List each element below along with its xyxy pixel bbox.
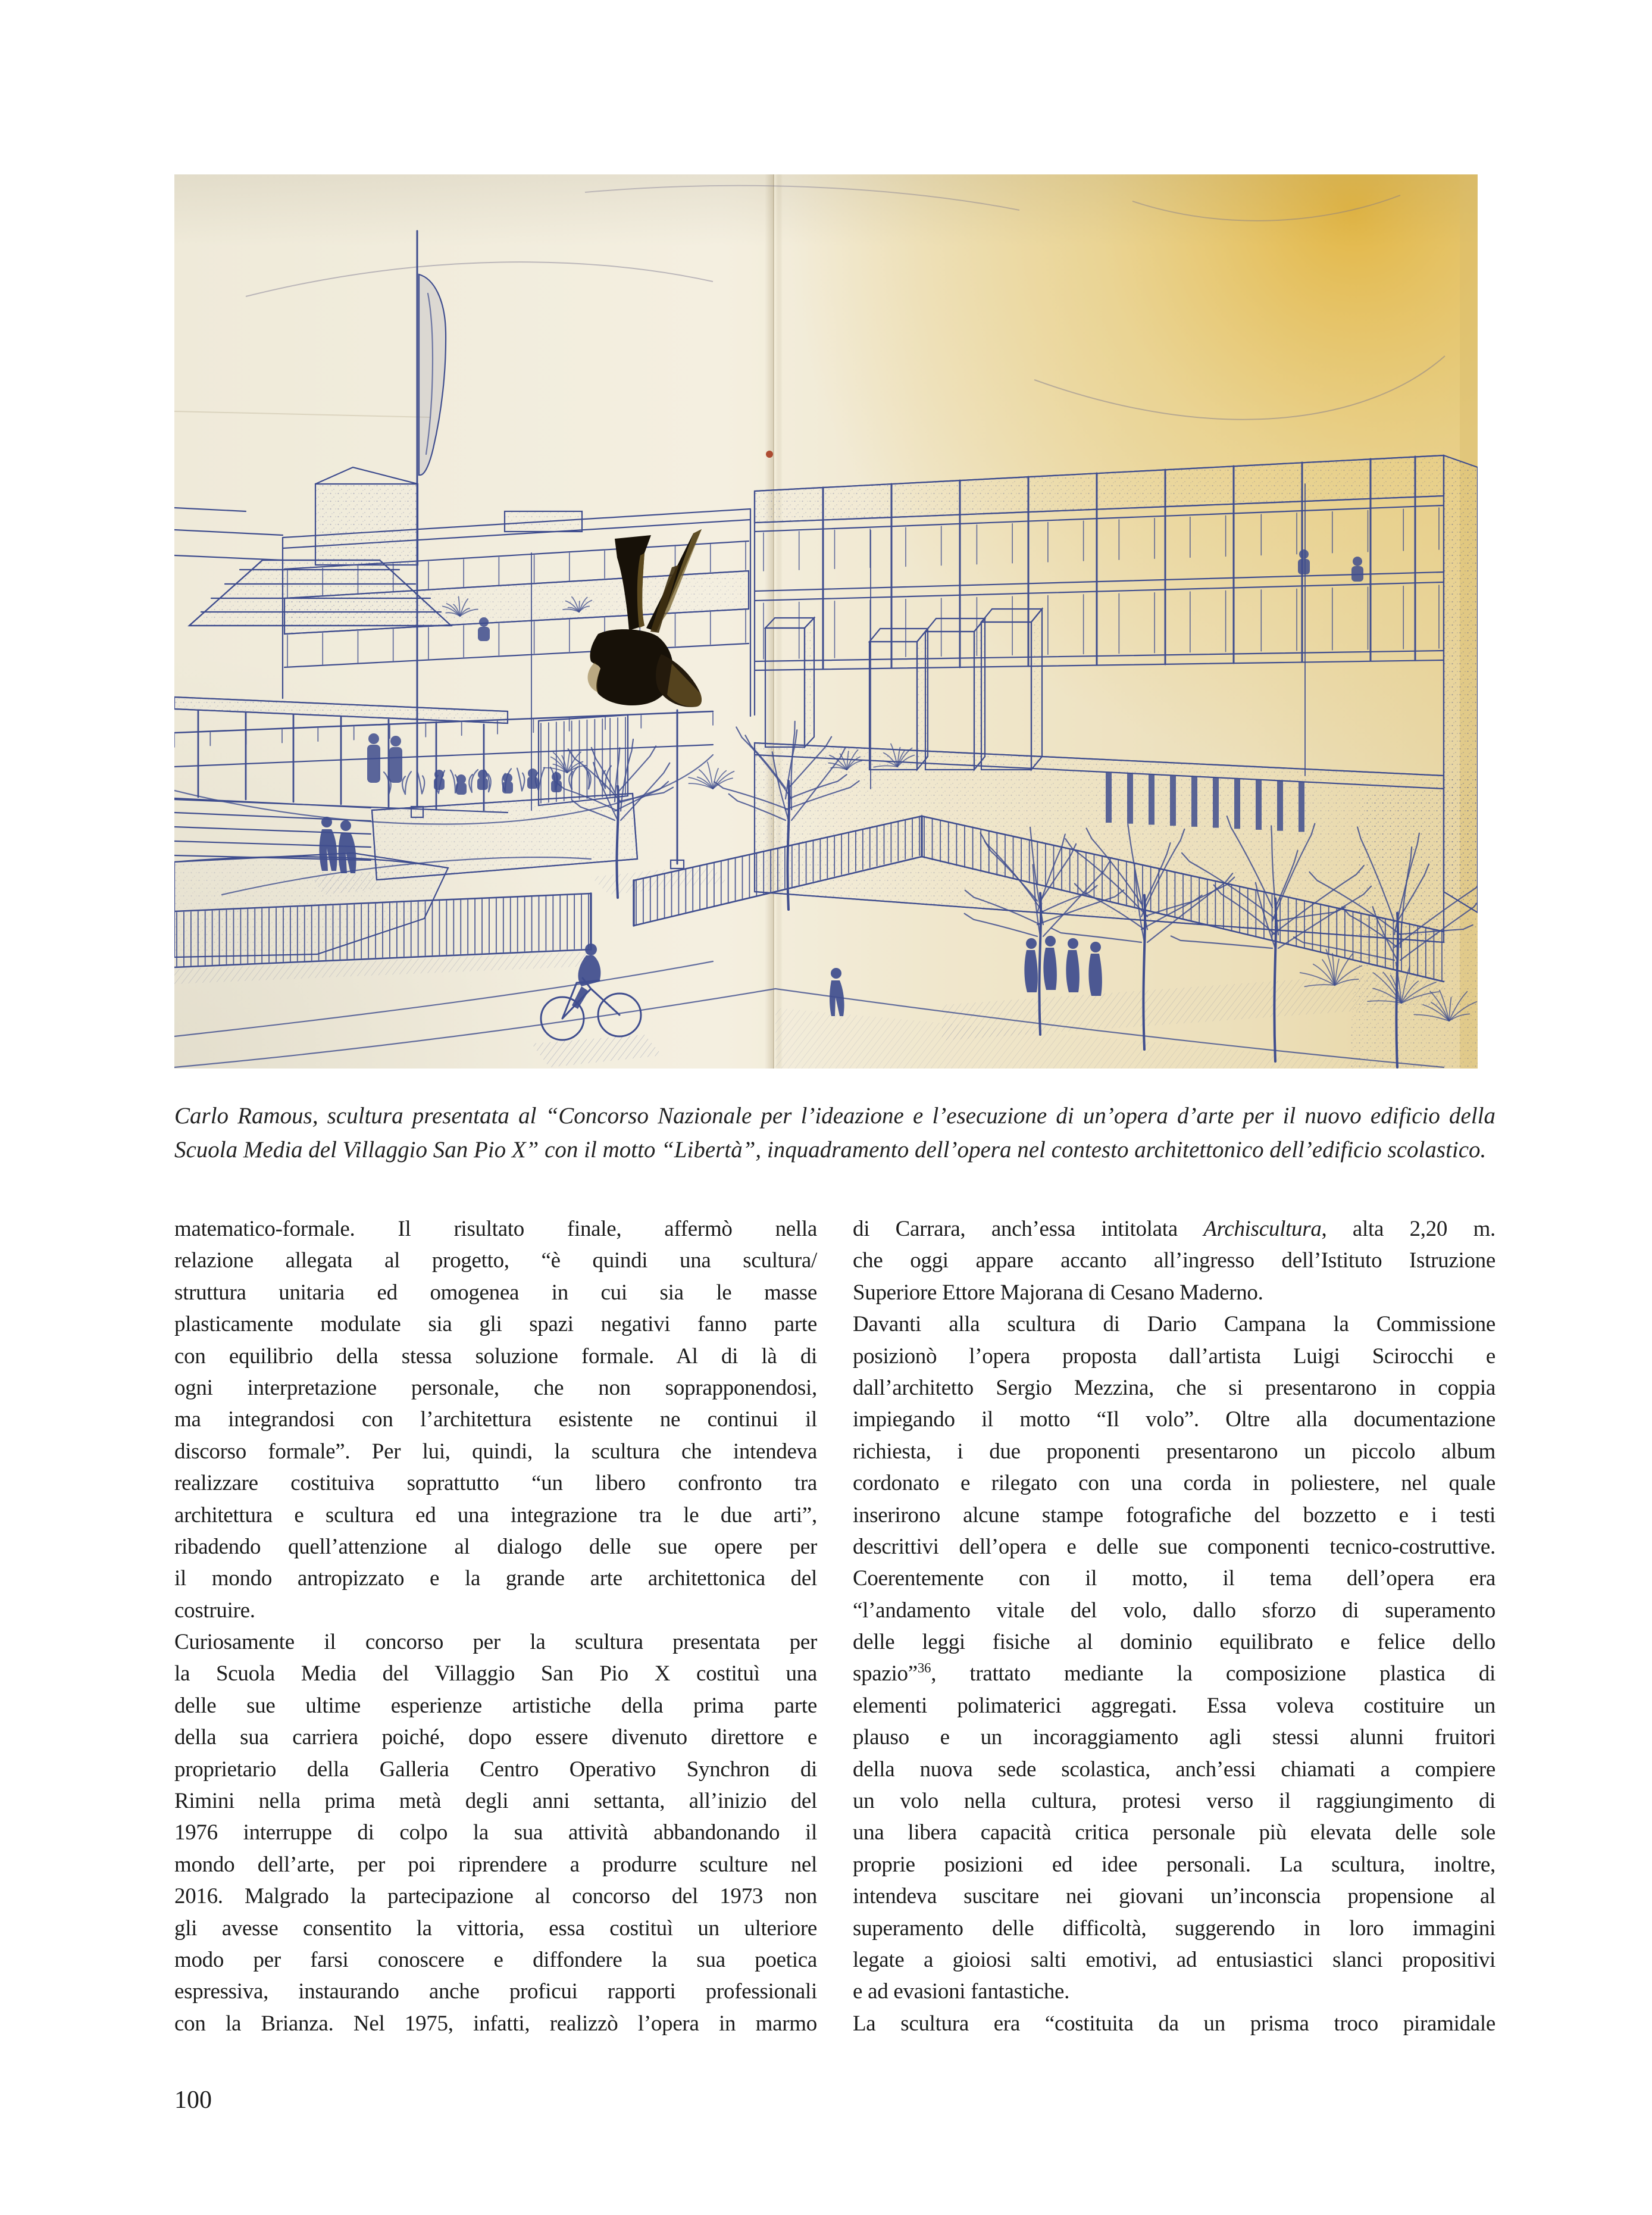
text-line: impiegando il motto “Il volo”. Oltre alla documentazione	[853, 1407, 1495, 1432]
text-line: che oggi appare accanto all’ingresso dell’Istituto Istruzione	[853, 1248, 1495, 1273]
figure-caption: Carlo Ramous, scultura presentata al “Concorso Nazionale per l’ideazione e l’esecuzione di un’opera d’arte per il nuovo edificio della Scuola Media del Villaggio San Pio X” con il motto “Libertà”, inquadramento dell’opera nel contesto architettonico dell’edificio scolastico.	[174, 1103, 1495, 1163]
text-line: con la Brianza. Nel 1975, infatti, realizzò l’opera in marmo	[174, 2011, 817, 2036]
text-line: espressiva, instaurando anche proficui rapporti professionali	[174, 1979, 817, 2004]
text-line: realizzare costituiva soprattutto “un libero confronto tra	[174, 1471, 817, 1496]
text-line: proprie posizioni ed idee personali. La scultura, inoltre,	[853, 1852, 1495, 1877]
text-line: una libera capacità critica personale più elevata delle sole	[853, 1820, 1495, 1845]
text-line: modo per farsi conoscere e diffondere la sua poetica	[174, 1947, 817, 1972]
text-line: posizionò l’opera proposta dall’artista Luigi Scirocchi e	[853, 1344, 1495, 1369]
text-line: plauso e un incoraggiamento agli stessi alunni fruitori	[853, 1725, 1495, 1750]
text-line: architettura e scultura ed una integrazione tra le due arti”,	[174, 1502, 817, 1527]
text-line: elementi polimaterici aggregati. Essa voleva costituire un	[853, 1693, 1495, 1718]
text-line: descrittivi dell’opera e delle sue componenti tecnico-costruttive.	[853, 1534, 1495, 1559]
red-ink-spot	[766, 451, 773, 458]
text-line: della sua carriera poiché, dopo essere divenuto direttore e	[174, 1725, 817, 1750]
text-line: proprietario della Galleria Centro Operativo Synchron di	[174, 1757, 817, 1782]
text-line: intendeva suscitare nei giovani un’inconscia propensione al	[853, 1884, 1495, 1909]
right-foliage-band	[1350, 773, 1478, 1069]
school-perspective-drawing	[174, 174, 1478, 1069]
text-line: superamento delle difficoltà, suggerendo in loro immagini	[853, 1916, 1495, 1941]
text-line: Curiosamente il concorso per la scultura presentata per	[174, 1630, 817, 1655]
text-line: discorso formale”. Per lui, quindi, la scultura che intendeva	[174, 1439, 817, 1464]
text-column-left	[174, 1213, 817, 2039]
text-line: gli avesse consentito la vittoria, essa costituì un ulteriore	[174, 1916, 817, 1941]
text-line: mondo dell’arte, per poi riprendere a produrre sculture nel	[174, 1852, 817, 1877]
text-line: ma integrandosi con l’architettura esistente ne continui il	[174, 1407, 817, 1432]
text-column-right	[853, 1213, 1495, 2039]
text-line: un volo nella cultura, protesi verso il raggiungimento di	[853, 1789, 1495, 1814]
text-line: con equilibrio della stessa soluzione formale. Al di là di	[174, 1344, 817, 1369]
text-line: richiesta, i due proponenti presentarono un piccolo album	[853, 1439, 1495, 1464]
text-line: e ad evasioni fantastiche.	[853, 1979, 1070, 2004]
text-line: delle sue ultime esperienze artistiche della prima parte	[174, 1693, 817, 1718]
text-line: Davanti alla scultura di Dario Campana la Commissione	[853, 1312, 1495, 1337]
text-line: inserirono alcune stampe fotografiche del bozzetto e i testi	[853, 1502, 1495, 1527]
text-line: ribadendo quell’attenzione al dialogo delle sue opere per	[174, 1534, 817, 1559]
text-line: spazio”$^{36}$, trattato mediante la composizione plastica di	[853, 1661, 1495, 1686]
text-line: “l’andamento vitale del volo, dallo sforzo di superamento	[853, 1598, 1495, 1623]
text-line: della nuova sede scolastica, anch’essi chiamati a compiere	[853, 1757, 1495, 1782]
text-line: la Scuola Media del Villaggio San Pio X costituì una	[174, 1661, 817, 1686]
text-line: 1976 interruppe di colpo la sua attività abbandonando il	[174, 1820, 817, 1845]
text-line: costruire.	[174, 1598, 255, 1623]
text-line: Coerentemente con il motto, il tema dell’opera era	[853, 1566, 1495, 1591]
text-line: Rimini nella prima metà degli anni settanta, all’inizio del	[174, 1789, 817, 1814]
text-line: relazione allegata al progetto, “è quindi una scultura/	[174, 1248, 817, 1273]
text-line: plasticamente modulate sia gli spazi negativi fanno parte	[174, 1312, 817, 1337]
text-line: legate a gioiosi salti emotivi, ad entusiastici slanci propositivi	[853, 1947, 1495, 1972]
text-line: Superiore Ettore Majorana di Cesano Maderno.	[853, 1280, 1263, 1305]
text-line: struttura unitaria ed omogenea in cui sia le masse	[174, 1280, 817, 1305]
text-line: La scultura era “costituita da un prisma troco piramidale	[853, 2011, 1495, 2036]
text-line: cordonato e rilegato con una corda in poliestere, nel quale	[853, 1471, 1495, 1496]
text-line: il mondo antropizzato e la grande arte architettonica del	[174, 1566, 817, 1591]
text-line: 2016. Malgrado la partecipazione al concorso del 1973 non	[174, 1884, 817, 1909]
text-line: ogni interpretazione personale, che non soprapponendosi,	[174, 1375, 817, 1400]
text-line: matematico-formale. Il risultato finale, affermò nella	[174, 1217, 817, 1241]
text-line: dall’architetto Sergio Mezzina, che si presentarono in coppia	[853, 1375, 1495, 1400]
drawing-canvas	[174, 174, 1478, 1069]
text-line: di Carrara, anch’essa intitolata Archiscultura, alta 2,20 m.	[853, 1217, 1495, 1241]
article-body	[174, 1213, 1495, 2039]
text-line: delle leggi fisiche al dominio equilibrato e felice dello	[853, 1630, 1495, 1655]
page-number: 100	[174, 2086, 212, 2114]
